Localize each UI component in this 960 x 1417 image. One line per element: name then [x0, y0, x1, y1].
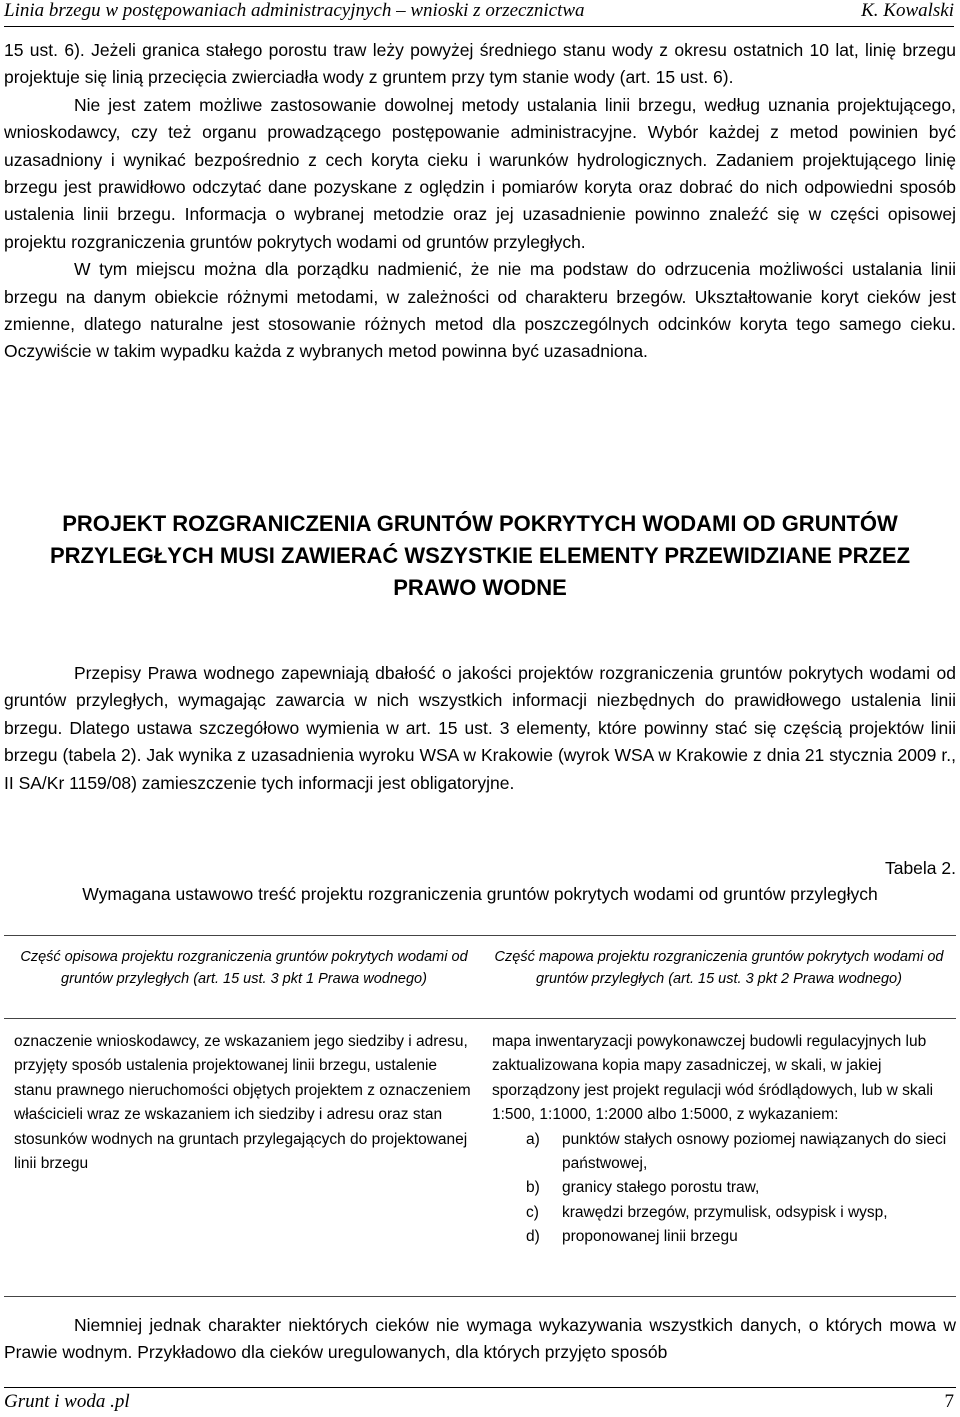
- table-col2-body: [492, 1030, 950, 1250]
- table-col1-body: [14, 1030, 474, 1176]
- heading-line-1: PROJEKT ROZGRANICZENIA GRUNTÓW POKRYTYCH WODAMI OD GRUNTÓW: [62, 511, 898, 536]
- table-title: Wymagana ustawowo treść projektu rozgraniczenia gruntów pokrytych wodami od gruntów przyległych: [82, 884, 878, 904]
- col2-intro: mapa inwentaryzacji powykonawczej budowli regulacyjnych lub zaktualizowana kopia mapy zasadniczej, w skali, w jakiej sporządzony jest projekt regulacji wód śródlądowych, lub w skali 1:500, 1:1000, 1:2000 albo 1:5000, z wykazaniem:: [492, 1033, 934, 1124]
- list-item: [492, 1128, 950, 1177]
- table-bottom-rule: [4, 1296, 956, 1297]
- list-marker: d): [526, 1228, 540, 1246]
- list-marker: c): [526, 1203, 539, 1221]
- list-item: [492, 1176, 950, 1200]
- heading-line-3: PRAWO WODNE: [393, 575, 567, 600]
- list-item-text: proponowanej linii brzegu: [562, 1228, 738, 1246]
- paragraph-3: W tym miejscu można dla porządku nadmienić, że nie ma podstaw do odrzucenia możliwości ustalania linii brzegu na danym obiekcie różnymi metodami, w zależności od charakteru brzegów. Ukształtowanie koryt cieków jest zmienne, dlatego naturalne jest stosowanie różnych metod dla poszczególnych odcinków koryta tego samego cieku. Oczywiście w takim wypadku każda z wybranych metod powinna być uzasadniona.: [4, 259, 956, 362]
- paragraph-2: Nie jest zatem możliwe zastosowanie dowolnej metody ustalania linii brzegu, według uznania projektującego, wnioskodawcy, czy też organu prowadzącego postępowanie administracyjne. Wybór każdej z metod powinien być uzasadniony i wynikać bezpośrednio z cech koryta cieku i warunków hydrologicznych. Zadaniem projektującego linię brzegu jest prawidłowo odczytać dane pozyskane z oględzin i pomiarów koryta oraz dobrać do nich odpowiedni sposób ustalenia linii brzegu. Informacja o wybranej metodzie oraz jej uzasadnienie powinno znaleźć się w części opisowej projektu rozgraniczenia gruntów pokrytych wodami od gruntów przyległych.: [4, 94, 956, 252]
- list-marker: a): [526, 1130, 540, 1148]
- table-top-rule: [4, 935, 956, 936]
- footer-source: Grunt i woda .pl: [4, 1391, 130, 1412]
- list-item-text: krawędzi brzegów, przymulisk, odsypisk i wysp,: [562, 1203, 888, 1221]
- list-item: [492, 1225, 950, 1249]
- table-number: Tabela 2.: [884, 858, 956, 878]
- heading-line-2: PRZYLEGŁYCH MUSI ZAWIERAĆ WSZYSTKIE ELEMENTY PRZEWIDZIANE PRZEZ: [49, 543, 911, 568]
- section-heading: [0, 508, 960, 604]
- list-marker: b): [526, 1179, 540, 1197]
- paragraph-1: 15 ust. 6). Jeżeli granica stałego porostu traw leży powyżej średniego stanu wody z okresu ostatnich 10 lat, linię brzegu projektuje się linią przecięcia zwierciadła wody z gruntem przy tym stanie wody (art. 15 ust. 6).: [4, 40, 956, 88]
- list-item: [492, 1201, 950, 1225]
- paragraph-4: Przepisy Prawa wodnego zapewniają dbałość o jakości projektów rozgraniczenia gruntów pokrytych wodami od gruntów przyległych, wymagając zawarcia w nich wszystkich informacji niezbędnych do prawidłowego ustalenia linii brzegu. Dlatego ustawa szczegółowo wymienia w art. 15 ust. 3 elementy, które powinny stać się częścią projektów linii brzegu (tabela 2). Jak wynika z uzasadnienia wyroku WSA w Krakowie (wyrok WSA w Krakowie z dnia 21 stycznia 2009 r., II SA/Kr 1159/08) zamieszczenie tych informacji jest obligatoryjne.: [4, 663, 956, 793]
- list-item-text: granicy stałego porostu traw,: [562, 1179, 760, 1197]
- page-header: [4, 0, 954, 27]
- upper-text-block: [4, 37, 956, 366]
- page-number: 7: [944, 1391, 954, 1412]
- paragraph-5: Niemniej jednak charakter niektórych cieków nie wymaga wykazywania wszystkich danych, o których mowa w Prawie wodnym. Przykładowo dla cieków uregulowanych, dla których przyjęto sposób: [4, 1315, 956, 1363]
- col1-text: oznaczenie wnioskodawcy, ze wskazaniem jego siedziby i adresu, przyjęty sposób ustalenia projektowanej linii brzegu, ustalenie stanu prawnego nieruchomości objętych projektem z oznaczeniem właścicieli wraz ze wskazaniem ich siedziby i adresu oraz stan stosunków wodnych na gruntach przylegających do projektowanej linii brzegu: [14, 1033, 471, 1173]
- header-title: Linia brzegu w postępowaniach administracyjnych – wnioski z orzecznictwa: [4, 0, 585, 21]
- table-header-rule: [4, 1018, 956, 1019]
- table-col1-header: Część opisowa projektu rozgraniczenia gruntów pokrytych wodami od gruntów przyległych (art. 15 ust. 3 pkt 1 Prawa wodnego): [20, 949, 468, 987]
- list-item-text: punktów stałych osnowy poziomej nawiązanych do sieci państwowej,: [562, 1130, 947, 1173]
- page-footer: [4, 1389, 954, 1415]
- footer-rule: [4, 1387, 956, 1388]
- col2-list: [492, 1128, 950, 1250]
- middle-text-block: [4, 660, 956, 797]
- header-author: K. Kowalski: [861, 0, 954, 21]
- table-caption: [4, 855, 956, 907]
- lower-text-block: [4, 1312, 956, 1367]
- table-col2-header: Część mapowa projektu rozgraniczenia gruntów pokrytych wodami od gruntów przyległych (art. 15 ust. 3 pkt 2 Prawa wodnego): [494, 949, 944, 987]
